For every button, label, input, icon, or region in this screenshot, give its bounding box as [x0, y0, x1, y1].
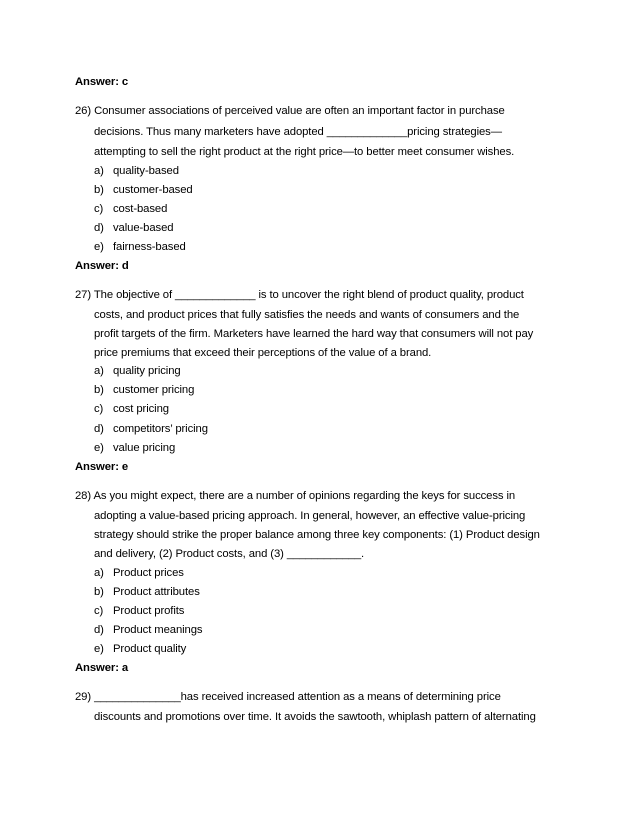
question-27-line-4: price premiums that exceed their perceptions of the value of a brand. [94, 347, 432, 359]
option-text: quality pricing [113, 365, 181, 377]
option-text: cost-based [113, 203, 168, 215]
option-text: Product quality [113, 643, 187, 655]
option-letter: e) [94, 643, 104, 655]
question-28-line-2: adopting a value-based pricing approach. In general, however, an effective value-pricing [94, 510, 526, 522]
option-text: Product meanings [113, 624, 203, 636]
option-text: Product profits [113, 605, 185, 617]
option-letter: d) [94, 222, 104, 234]
option-text: customer-based [113, 184, 193, 196]
option-letter: c) [94, 403, 104, 415]
option-letter: b) [94, 586, 104, 598]
option-letter: a) [94, 365, 104, 377]
question-26-line-1: 26) Consumer associations of perceived value are often an important factor in purchase [75, 105, 505, 117]
option-text: cost pricing [113, 403, 169, 415]
option-letter: e) [94, 241, 104, 253]
answer-25: Answer: c [75, 76, 129, 88]
option-letter: a) [94, 165, 104, 177]
option-letter: b) [94, 384, 104, 396]
option-text: customer pricing [113, 384, 195, 396]
option-letter: c) [94, 203, 104, 215]
question-27-line-2: costs, and product prices that fully satisfies the needs and wants of consumers and the [94, 309, 520, 321]
question-27-line-1: 27) The objective of _____________ is to uncover the right blend of product quality, product [75, 289, 524, 301]
option-text: Product attributes [113, 586, 200, 598]
answer-27: Answer: e [75, 461, 129, 473]
option-letter: e) [94, 442, 104, 454]
option-letter: c) [94, 605, 104, 617]
answer-26: Answer: d [75, 260, 129, 272]
option-letter: d) [94, 624, 104, 636]
option-text: value-based [113, 222, 174, 234]
question-27-line-3: profit targets of the firm. Marketers have learned the hard way that consumers will not pay [94, 328, 534, 340]
question-28-line-3: strategy should strike the proper balance among three key components: (1) Product design [94, 529, 540, 541]
question-26-line-3: attempting to sell the right product at the right price—to better meet consumer wishes. [94, 146, 515, 158]
option-text: value pricing [113, 442, 176, 454]
question-29-line-1: 29) ______________has received increased attention as a means of determining price [75, 691, 501, 703]
option-letter: d) [94, 423, 104, 435]
question-28-line-1: 28) As you might expect, there are a number of opinions regarding the keys for success in [75, 490, 516, 502]
option-letter: a) [94, 567, 104, 579]
option-text: Product prices [113, 567, 184, 579]
option-text: quality-based [113, 165, 179, 177]
option-text: fairness-based [113, 241, 186, 253]
answer-28: Answer: a [75, 662, 129, 674]
option-letter: b) [94, 184, 104, 196]
question-26-line-2: decisions. Thus many marketers have adopted _____________pricing strategies— [94, 126, 502, 138]
question-29-line-2: discounts and promotions over time. It avoids the sawtooth, whiplash pattern of alternating [94, 711, 536, 723]
option-text: competitors’ pricing [113, 423, 208, 435]
question-28-line-4: and delivery, (2) Product costs, and (3) ____________. [94, 548, 365, 560]
